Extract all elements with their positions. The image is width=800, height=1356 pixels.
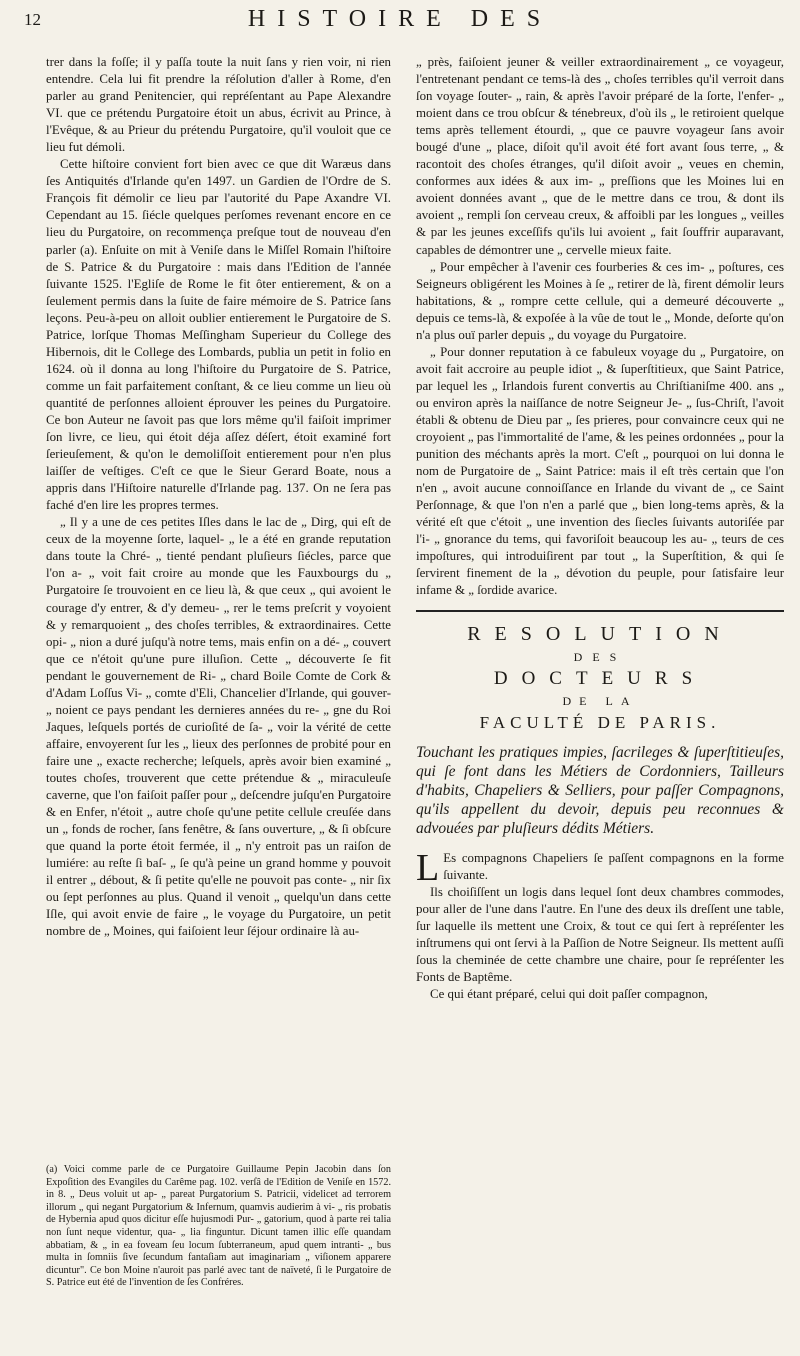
page-number: 12	[24, 10, 41, 29]
running-title: HISTOIRE DES	[247, 6, 553, 32]
paragraph: Ce qui étant préparé, celui qui doit paſſer compagnon,	[430, 987, 708, 1002]
section-title-line: DOCTEURS	[493, 667, 707, 689]
section-title-line: RESOLUTION	[467, 622, 733, 645]
footnote-text: (a) Voici comme parle de ce Purgatoire Guillaume Pepin Jacobin dans ſon Expoſition des Evangiles du Carême pag. 102. verſâ de l'Edition de Veniſe en 1572. in 8. „ Deus voluit ut ap- „ pareat Purgatorium S. Patricii, videlicet ad terrorem illorum „ qui negant Purgatorium & Infernum, quamvis audierim à vi- „ ris probatis de Hybernia apud quos dicitur eſſe hujusmodi Pur- „ gatorium, quod à parte rei talia non ſunt neque videntur, qua- „ lia finguntur. Dicunt tamen illic eſſe quandam abbatiam, & „ in ea foveam ſeu locum ſubterraneum, apud quem intranti- „ bus multa in ſomniis ſive ſecundum fantaſiam aut imaginariam „ viſionem apparere dicuntur". Ce bon Moine n'auroit pas parlé avec tant de naïveté, ſi le Purgatoire de S. Patrice eut été de l'invention de ſes Confréres.	[46, 1164, 391, 1289]
paragraph: Cette hiſtoire convient fort bien avec ce que dit Waræus dans ſes Antiquités d'Irlande qu'en 1497. un Gardien de l'Ordre de S. François fit démolir ce lieu par l'autorité du Pape Axandre VI. Cependant au 15. ſiécle quelques perſomes revenant encore en ce lieu du Purgatoire, on recommença preſque tout de nouveau d'en parler (a). Enſuite on mit à Veniſe dans le Miſſel Romain l'hiſtoire de S. Patrice & du Purgatoire : mais dans l'Edition de l'année ſuivante 1525. l'Egliſe de Rome le fit ôter entierement, & on a ſeulement permis dans la ſuite de faire mémoire de S. Patrice ſans leçons. Peu-à-peu on alloit oublier entierement le Purgatoire de S. Patrice, lorſque Thomas Meſſingham Superieur du College des Hibernois, dit le College des Lombards, publia un petit in folio en 1624. où il donna au long l'hiſtoire du Purgatoire de S. Patrice, comme un fait parfaitement conſtant, & ce lieu comme un lieu où quantité de perſonnes alloient éprouver les peines du Purgatoire. Ce bon Auteur ne ſavoit pas que lors même qu'il faiſoit imprimer ſon livre, ce lieu, qui étoit déja aſſez déſert, étoit examiné fort ſerieuſement, & qu'on le demoliſſoit entierement pour n'en plus laiſſer de veſtiges. C'eſt ce que le Sieur Gerard Boate, nous a appris dans l'Hiſtoire naturelle d'Irlande pag. 137. On ne ſera pas faché d'en lire les propres termes.	[46, 157, 391, 513]
page-header	[0, 6, 800, 46]
footnote	[46, 1164, 391, 1290]
paragraph-text: Es compagnons Chapeliers ſe paſſent compagnons en la forme ſuivante.	[443, 850, 784, 882]
quoted-paragraph: „ près, faiſoient jeuner & veiller extraordinairement „ ce voyageur, l'entretenant pendant ce tems-là des „ choſes terribles qu'il verroit dans ſon voyage ſouter- „ rain, & après l'avoir préparé de la ſorte, l'enfer- „ moient dans ce trou obſcur & ténebreux, d'où ils „ le retiroient quelque tems après tellement étourdi, „ que ce pauvre voyageur ſans avoir bougé d'une „ place, diſoit qu'il avoit été fort avant ſous terre, „ & racontoit des choſes étranges, qu'il diſoit avoir „ veues en chemin, conformes aux idées & aux im- „ preſſions que les Moines lui en avoient données avant „ que de le mettre dans ce trou, & dont ils avoient „ rempli ſon cerveau creux, & affoibli par les longues „ veilles & par les jeunes exceſſifs qu'ils lui avoient „ fait ſouffrir auparavant, capables de démontrer une „ cervelle mieux faite.	[416, 55, 784, 257]
left-column	[46, 54, 391, 940]
section-title-line: FACULTÉ DE PARIS.	[479, 712, 721, 732]
drop-cap: L	[416, 846, 440, 889]
paragraph: Ils choiſiſſent un logis dans lequel ſont deux chambres commodes, pour aller de l'une dans l'autre. En l'une des deux ils dreſſent une table, ſur laquelle ils mettent une Croix, & tout ce qui ſert à repréſenter les inſtrumens qui ont ſervi à la Paſſion de Notre Seigneur. Ils mettent auſſi ſous la cheminée de cette chambre une chaire, pour ſe repréſenter les Fonts de Baptême.	[416, 884, 784, 985]
paragraph	[416, 846, 784, 889]
section-title-line: DE LA	[562, 693, 638, 708]
section-title-line: DES	[573, 649, 627, 664]
quoted-paragraph: „ Pour empêcher à l'avenir ces fourberies & ces im- „ poſtures, ces Seigneurs obligérent les Moines à ſe „ retirer de là, firent démolir leurs habitations, & „ rompre cette cellule, qui a demeuré découverte „ depuis ce tems-là, & expoſée à la vûe de tout le „ Monde, deſorte qu'on n'a plus ouï parler depuis „ du voyage du Purgatoire.	[416, 259, 784, 342]
section-title	[416, 622, 784, 732]
paragraph: trer dans la foſſe; il y paſſa toute la nuit ſans y rien voir, ni rien entendre. Cela lui fit prendre la réſolution d'aller à Rome, d'en parler au grand Penitencier, qui repréſentant au Pape Alexandre VI. que ce prétendu Purgatoire étoit un abus, écrivit au Prince, à l'Evêque, & au Prieur du prétendu Purgatoire, qu'il vouloit que ce lieu fut démoli.	[46, 55, 391, 155]
section-divider	[416, 610, 784, 612]
right-column	[416, 54, 784, 1003]
section-subtitle: Touchant les pratiques impies, ſacrileges & ſuperſtitieuſes, qui ſe font dans les Métiers de Cordonniers, Tailleurs d'habits, Chapeliers & Selliers, pour paſſer Compagnons, qu'ils appellent du devoir, depuis peu reconnues & advouées par pluſieurs dédits Métiers.	[416, 743, 784, 837]
quoted-paragraph: „ Il y a une de ces petites Iſles dans le lac de „ Dirg, qui eſt de ceux de la moyenne ſorte, laquel- „ le a été en grande reputation dans toute la Chré- „ tienté pendant pluſieurs ſiécles, parce que l'on a- „ voit fait croire au monde que les Fauxbourgs du „ Purgatoire ſe trouvoient en ce lieu là, & que ceux „ qui avoient le courage d'y entrer, & d'y demeu- „ rer le tems preſcrit y voyoient & y remarquoient „ des choſes terribles, & extraordinaires. Cette opi- „ nion a duré juſqu'à notre tems, mais enfin on a dé- „ couvert que ce n'étoit qu'une pure illuſion. Cette „ découverte ſe fit pendant le gouvernement de Ri- „ chard Boile Comte de Cork & d'Adam Loſſus Vi- „ comte d'Eli, Chancelier d'Irlande, qui gouver- „ noient ce pays pendant les dernieres années du re- „ gne du Roi Jaques, leſquels portés de curioſité de ſa- „ voir la vérité de cette affaire, envoyerent ſur les „ lieux des perſonnes de probité pour en faire une „ exacte recherche; leſquels, après avoir bien examiné „ toutes choſes, trouverent que cette prétendue & „ miraculeuſe caverne, que l'on faiſoit paſſer pour „ deſcendre juſqu'en Purgatoire & en Enfer, n'étoit „ autre choſe qu'une petite cellule creuſée dans un „ fonds de rocher, ſans fenêtre, & ſans ouverture, „ & ſi obſcure que quand la porte étoit fermée, il „ n'y entroit pas un raiſon de lumiére: au reſte ſi baſ- „ ſe qu'à peine un grand homme y pouvoit il entrer „ débout, & ſi petite qu'elle ne pouvoit pas conte- „ nir ſix ou ſept perſonnes au plus. Quand il venoit „ quelqu'un dans cette Iſle, qui avoit envie de faire „ le voyage du Purgatoire, un petit nombre de „ Moines, qui faiſoient leur ſéjour ordinaire là au-	[46, 515, 391, 939]
quoted-paragraph: „ Pour donner reputation à ce fabuleux voyage du „ Purgatoire, on avoit fait accroire au peuple idiot „ & ſuperſtitieux, que Saint Patrice, par lequel les „ Irlandois furent convertis au Chriſtianiſme 400. ans „ ou environ après la naiſſance de notre Seigneur Je- „ ſus-Chriſt, l'avoit établi & obtenu de Dieu par „ ſes prieres, pour convaincre ceux qui ne croyoient „ pas l'immortalité de l'ame, & les peines ordonnées „ pour la punition des méchants après la mort. C'eſt „ pourquoi on lui donna le nom de Purgatoire de „ Saint Patrice: mais il eſt très certain que l'on n'en „ avoit aucune connoiſſance en Irlande du vivant de „ ce Saint Perſonnage, & que l'on n'en a parlé que „ bien long-tems après, & la vérité eſt que c'étoit „ une invention des ſiecles ſuivants autoriſée par l'i- „ gnorance du tems, qui favoriſoit beaucoup les au- „ teurs de ces impoſtures, qui introduiſirent par tout „ la Superſtition, & qui ſe ſervirent finement de la „ dévotion du peuple, pour ſatisfaire leur infame & „ ſordide avarice.	[416, 344, 784, 598]
